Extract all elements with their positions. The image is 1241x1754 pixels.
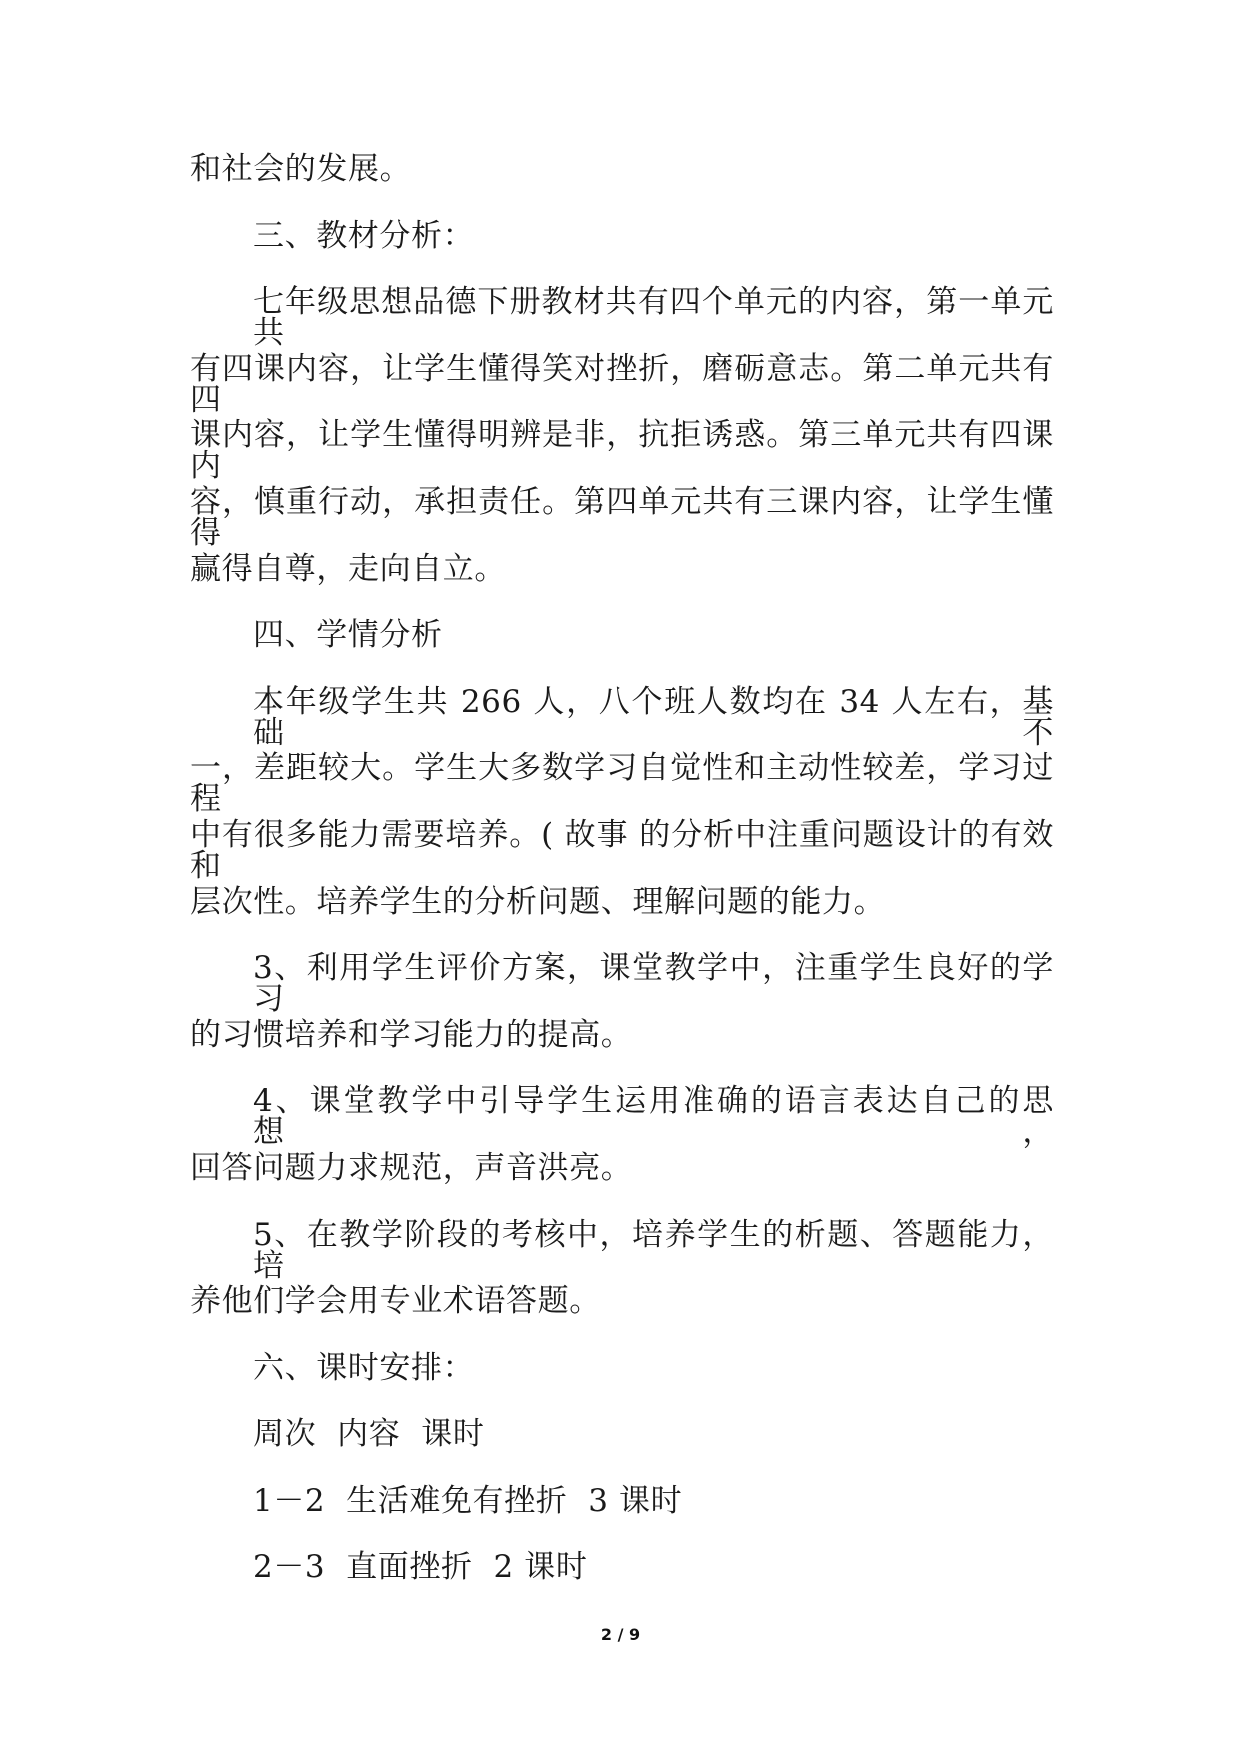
paragraph-line: 养他们学会用专业术语答题。 xyxy=(190,1283,601,1320)
paragraph-line: 和社会的发展。 xyxy=(190,151,412,187)
schedule-row: 1－2 生活难免有挫折 3 课时 xyxy=(253,1482,683,1519)
paragraph-line: 4、课堂教学中引导学生运用准确的语言表达自己的思想， xyxy=(253,1083,1054,1151)
paragraph-line: 有四课内容，让学生懂得笑对挫折，磨砺意志。第二单元共有四 xyxy=(190,350,1054,418)
paragraph-line: 层次性。培养学生的分析问题、理解问题的能力。 xyxy=(190,883,886,920)
page-number: 2 / 9 xyxy=(600,1625,641,1644)
paragraph-line: 七年级思想品德下册教材共有四个单元的内容，第一单元共 xyxy=(253,284,1054,352)
paragraph-line: 本年级学生共 266 人，八个班人数均在 34 人左右，基础不 xyxy=(253,683,1054,751)
paragraph-line: 回答问题力求规范，声音洪亮。 xyxy=(190,1149,633,1186)
paragraph-line: 一，差距较大。学生大多数学习自觉性和主动性较差，学习过程 xyxy=(190,750,1054,818)
paragraph-line: 3、利用学生评价方案，课堂教学中，注重学生良好的学习 xyxy=(253,950,1054,1018)
paragraph-line: 5、在教学阶段的考核中，培养学生的析题、答题能力，培 xyxy=(253,1216,1054,1284)
paragraph-line: 赢得自尊，走向自立。 xyxy=(190,550,506,587)
section-heading-schedule: 六、课时安排： xyxy=(253,1349,475,1386)
schedule-header-row: 周次 内容 课时 xyxy=(253,1416,485,1453)
paragraph-line: 的习惯培养和学习能力的提高。 xyxy=(190,1016,633,1053)
section-heading-student-analysis: 四、学情分析 xyxy=(253,617,443,654)
paragraph-line: 中有很多能力需要培养。( 故事 的分析中注重问题设计的有效和 xyxy=(190,816,1054,884)
document-body xyxy=(190,151,1054,1619)
section-heading-textbook-analysis: 三、教材分析： xyxy=(253,217,475,254)
paragraph-line: 课内容，让学生懂得明辨是非，抗拒诱惑。第三单元共有四课内 xyxy=(190,417,1054,485)
paragraph-line: 容，慎重行动，承担责任。第四单元共有三课内容，让学生懂得 xyxy=(190,483,1054,551)
schedule-row: 2－3 直面挫折 2 课时 xyxy=(253,1549,588,1586)
